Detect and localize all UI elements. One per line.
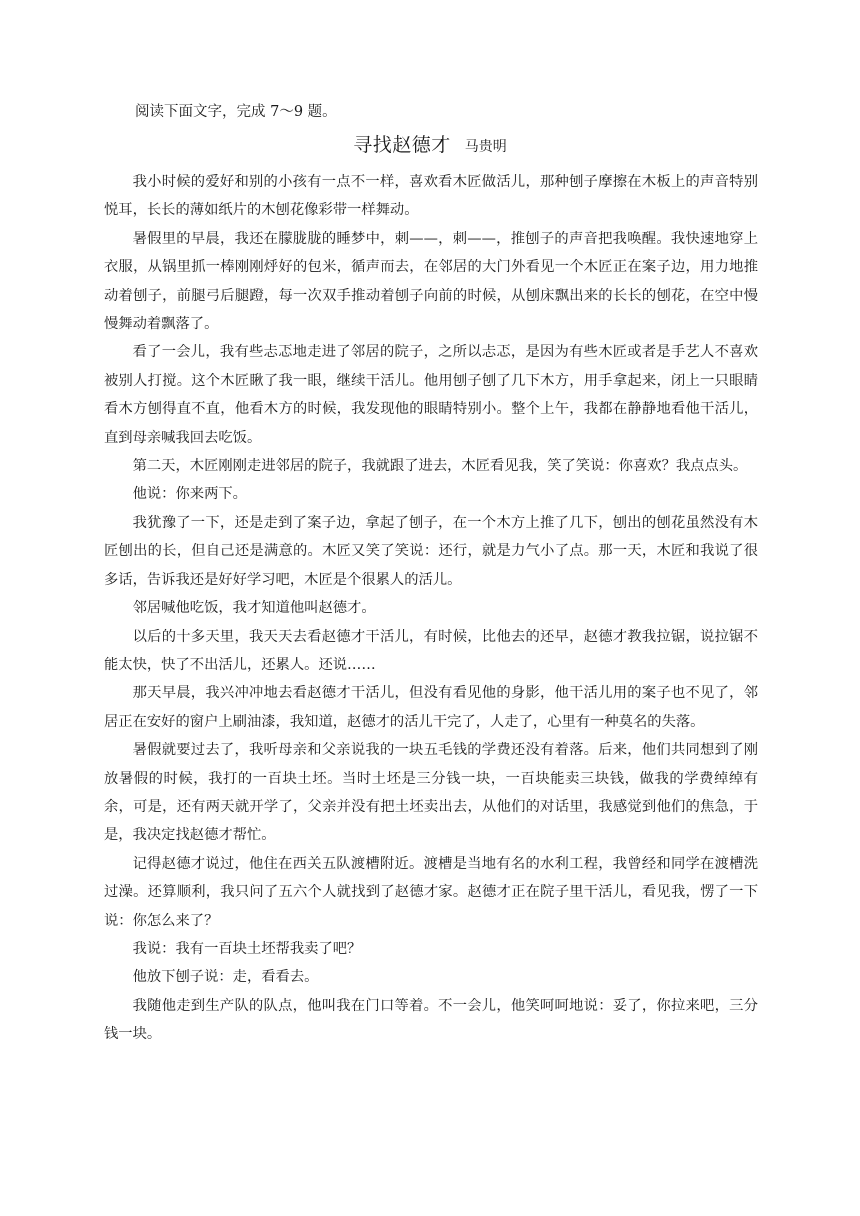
article-body [104,168,758,1049]
paragraph: 他放下刨子说：走，看看去。 [132,969,319,986]
paragraph: 我犹豫了一下，还是走到了案子边，拿起了刨子，在一个木方上推了几下，刨出的刨花虽然没有木匠刨出的长，但自己还是满意的。木匠又笑了笑说：还行，就是力气小了点。那一天，木匠和我说了很多话，告诉我还是好好学习吧，木匠是个很累人的活儿。 [104,514,758,588]
paragraph: 我小时候的爱好和别的小孩有一点不一样，喜欢看木匠做活儿，那种刨子摩擦在木板上的声音特别悦耳，长长的薄如纸片的木刨花像彩带一样舞动。 [104,174,758,219]
reading-instruction: 阅读下面文字，完成 7～9 题。 [135,104,337,120]
title-row [0,132,860,158]
paragraph: 我随他走到生产队的队点，他叫我在门口等着。不一会儿，他笑呵呵地说：妥了，你拉来吧，三分钱一块。 [104,997,758,1043]
paragraph: 以后的十多天里，我天天去看赵德才干活儿，有时候，比他去的还早，赵德才教我拉锯，说拉锯不能太快，快了不出活儿，还累人。还说…… [104,628,758,673]
paragraph: 暑假里的早晨，我还在朦胧胧的睡梦中，刺——，刺——，推刨子的声音把我唤醒。我快速地穿上衣服，从锅里抓一棒刚刚烀好的包米，循声而去，在邻居的大门外看见一个木匠正在案子边，用力地推动着刨子，前腿弓后腿蹬，每一次双手推动着刨子向前的时候，从刨床飘出来的长长的刨花，在空中慢慢舞动着飘落了。 [104,230,758,333]
paragraph: 他说：你来两下。 [132,486,247,503]
article-author: 马贵明 [464,139,507,155]
paragraph: 邻居喊他吃饭，我才知道他叫赵德才。 [132,600,376,617]
paragraph: 记得赵德才说过，他住在西关五队渡槽附近。渡槽是当地有名的水利工程，我曾经和同学在渡槽洗过澡。还算顺利，我只问了五六个人就找到了赵德才家。赵德才正在院子里干活儿，看见我，愣了一下说：你怎么来了？ [104,855,758,929]
paragraph: 那天早晨，我兴冲冲地去看赵德才干活儿，但没有看见他的身影，他干活儿用的案子也不见了，邻居正在安好的窗户上刷油漆，我知道，赵德才的活儿干完了，人走了，心里有一种莫名的失落。 [104,685,758,730]
paragraph: 看了一会儿，我有些忐忑地走进了邻居的院子，之所以忐忑，是因为有些木匠或者是手艺人不喜欢被别人打搅。这个木匠瞅了我一眼，继续干活儿。他用刨子刨了几下木方，用手拿起来，闭上一只眼睛看木方刨得直不直，他看木方的时候，我发现他的眼睛特别小。整个上午，我都在静静地看他干活儿，直到母亲喊我回去吃饭。 [104,344,758,446]
article-title: 寻找赵德才 [353,134,451,156]
paragraph: 我说：我有一百块土坯帮我卖了吧？ [132,940,362,957]
paragraph: 第二天，木匠刚刚走进邻居的院子，我就跟了进去，木匠看见我，笑了笑说：你喜欢？我点点头。 [132,458,748,475]
paragraph: 暑假就要过去了，我听母亲和父亲说我的一块五毛钱的学费还没有着落。后来，他们共同想到了刚放暑假的时候，我打的一百块土坯。当时土坯是三分钱一块，一百块能卖三块钱，做我的学费绰绰有余，可是，还有两天就开学了，父亲并没有把土坯卖出去，从他们的对话里，我感觉到他们的焦急，于是，我决定找赵德才帮忙。 [104,742,758,844]
